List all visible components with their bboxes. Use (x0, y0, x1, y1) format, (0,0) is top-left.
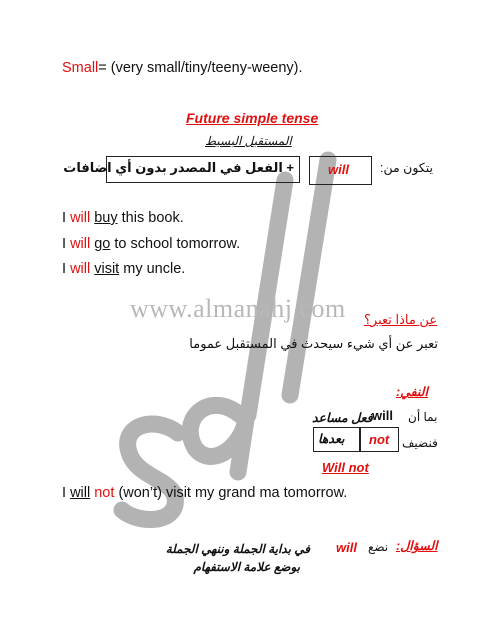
question-will: will (336, 540, 357, 555)
question-line-2: بوضع علامة الاستفهام (193, 560, 300, 574)
question-title: السؤال: (396, 539, 438, 553)
small-word: Small (62, 60, 99, 76)
negation-since: بما أن (408, 410, 438, 424)
example-2 (62, 236, 240, 252)
verb: go (94, 236, 111, 252)
negation-example (62, 485, 347, 501)
negation-will: will (372, 408, 393, 423)
example-3 (62, 261, 185, 277)
pronoun: I (62, 210, 67, 226)
example-rest: this book. (121, 210, 184, 226)
will-word: will (70, 210, 91, 226)
example-1 (62, 210, 184, 226)
after-word: بعدها (318, 432, 345, 446)
pronoun: I (62, 236, 67, 252)
question-line-1: في بداية الجملة وننهي الجملة (165, 542, 310, 556)
not-word: not (94, 485, 115, 501)
not-word: not (369, 432, 390, 447)
watermark-url: www.almanahj.com (130, 294, 346, 323)
small-definition: = (very small/tiny/teeny-weeny). (98, 60, 303, 76)
consists-of-label: يتكون من: (380, 161, 433, 175)
rule-text: + الفعل في المصدر بدون أي اضافات (63, 160, 294, 175)
small-line (62, 60, 303, 76)
will-word: will (70, 485, 91, 501)
will-word: will (70, 261, 91, 277)
negation-title: النفي: (396, 385, 428, 399)
pronoun: I (62, 261, 67, 277)
will-word: will (70, 236, 91, 252)
will-not-label: Will not (322, 460, 369, 475)
will-word: will (328, 162, 349, 177)
verb: visit (94, 261, 120, 277)
usage-question: عن ماذا تعبر؟ (364, 312, 438, 327)
example-rest: (won’t) visit my grand ma tomorrow. (118, 485, 348, 501)
auxiliary-verb-label: فعل مساعد (312, 411, 373, 425)
verb: buy (94, 210, 118, 226)
usage-answer: تعبر عن أي شيء سيحدث في المستقبل عموما (189, 336, 438, 351)
arabic-subtitle: المستقبل البسيط (205, 134, 292, 148)
pronoun: I (62, 485, 67, 501)
example-rest: my uncle. (123, 261, 186, 277)
example-rest: to school tomorrow. (114, 236, 241, 252)
negation-add: فنضيف (402, 436, 438, 450)
page-heading: Future simple tense (186, 110, 319, 126)
question-put: نضع (368, 540, 389, 554)
